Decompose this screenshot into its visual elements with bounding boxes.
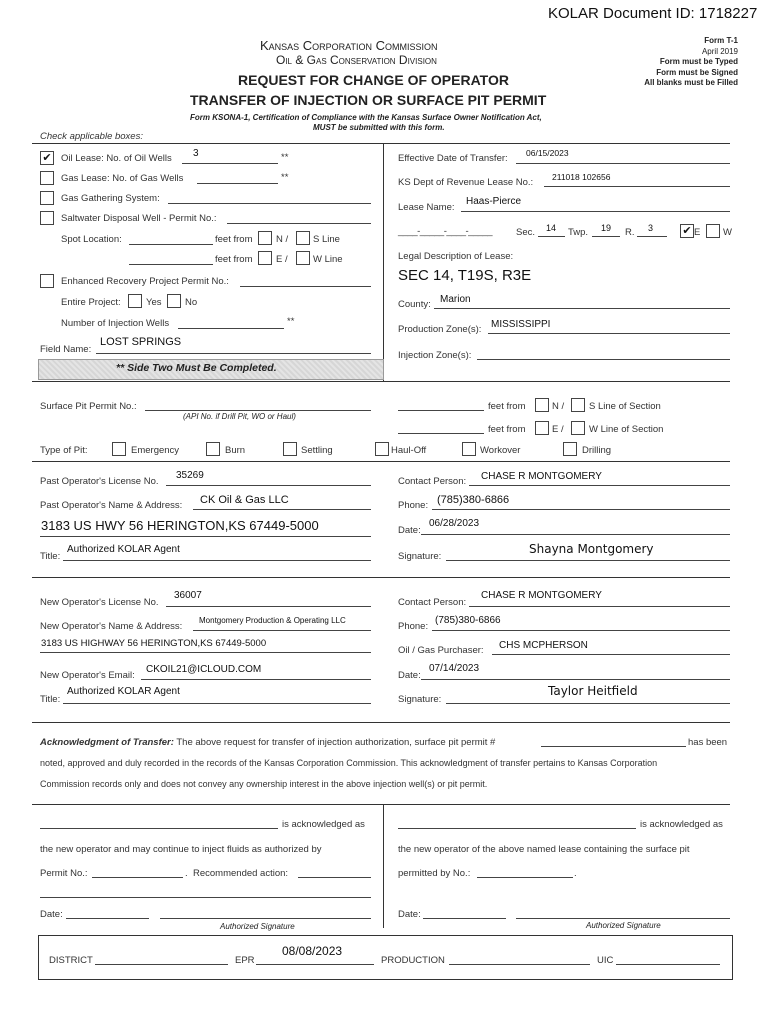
pit-type-burn-checkbox[interactable] [206,442,220,456]
effective-date-value[interactable]: 06/15/2023 [526,148,569,158]
pit-type-workover: Workover [480,445,521,456]
pit-feet-from-1: feet from [488,401,526,412]
left-new-operator-line: the new operator and may continue to inject fluids as authorized by [40,844,322,855]
form-subtitle-2: MUST be submitted with this form. [313,123,445,132]
lease-name-value[interactable]: Haas-Pierce [466,196,522,207]
new-email-label: New Operator's Email: [40,670,135,681]
stars: ** [281,152,289,163]
pit-feet-from-2: feet from [488,424,526,435]
production-zone-value[interactable]: MISSISSIPPI [491,319,551,330]
pit-type-emergency: Emergency [131,445,180,456]
pit-type-drilling: Drilling [582,445,612,456]
new-phone-label: Phone: [398,621,429,632]
pit-type-settling: Settling [301,445,333,456]
no-checkbox[interactable] [167,294,181,308]
spot-location-label: Spot Location: [61,234,122,245]
east-label: E [694,227,701,238]
swd-label: Saltwater Disposal Well - Permit No.: [61,213,217,224]
form-note-filled: All blanks must be Filled [644,78,738,87]
pit-w-label: W Line of Section [589,424,664,435]
api-note: (API No. if Drill Pit, WO or Haul) [183,412,296,421]
w-line-label: W Line [313,254,343,265]
county-label: County: [398,299,431,310]
recommended-action-label: Recommended action: [193,868,289,879]
left-auth-signature: Authorized Signature [220,922,295,931]
new-contact-label: Contact Person: [398,597,467,608]
past-date-label: Date: [398,525,421,536]
effective-date-label: Effective Date of Transfer: [398,153,508,164]
n-label: N / [276,234,289,245]
new-signature-value[interactable]: Taylor Heitfield [548,684,638,698]
past-license-label: Past Operator's License No. [40,476,159,487]
location-dashes: ____-_____-____-_____ [398,226,493,237]
pit-w-checkbox[interactable] [571,421,585,435]
new-email-value[interactable]: CKOIL21@ICLOUD.COM [146,664,262,675]
past-license-value[interactable]: 35269 [176,470,204,481]
new-date-label: Date: [398,670,421,681]
new-title-label: Title: [40,694,61,705]
new-title-value[interactable]: Authorized KOLAR Agent [67,686,180,697]
past-contact-value[interactable]: CHASE R MONTGOMERY [481,471,602,482]
pit-e-checkbox[interactable] [535,421,549,435]
yes-label: Yes [146,297,162,308]
permitted-by-label: permitted by No.: [398,868,471,879]
past-phone-label: Phone: [398,500,429,511]
injection-wells-label: Number of Injection Wells [61,318,170,329]
pit-n-checkbox[interactable] [535,398,549,412]
divider [32,577,730,578]
sec-value[interactable]: 14 [546,223,557,233]
right-date-label: Date: [398,909,421,920]
ack-line2: noted, approved and duly recorded in the records of the Kansas Corporation Commission. This acknowledgment of transfer pertains to Kansas Corporation [40,758,658,768]
past-title-label: Title: [40,551,61,562]
ack-line1-end: has been [688,737,728,748]
form-title-1: REQUEST FOR CHANGE OF OPERATOR [238,72,509,88]
west-label: W [723,227,732,238]
new-address-value[interactable]: 3183 US HIGHWAY 56 HERINGTON,KS 67449-5000 [41,638,267,649]
new-license-label: New Operator's License No. [40,597,159,608]
no-label: No [185,297,198,308]
injection-zone-label: Injection Zone(s): [398,350,472,361]
past-signature-label: Signature: [398,551,442,562]
form-note-typed: Form must be Typed [659,57,738,66]
gas-lease-checkbox[interactable] [40,171,54,185]
eor-label: Enhanced Recovery Project Permit No.: [61,276,229,287]
divider [32,143,730,144]
uic-label: UIC [597,955,614,966]
sec-label: Sec. [516,227,536,238]
form-note-signed: Form must be Signed [656,67,738,77]
district-label: DISTRICT [49,955,93,966]
new-purchaser-value[interactable]: CHS MCPHERSON [499,640,588,651]
pit-type-workover-checkbox[interactable] [462,442,476,456]
new-signature-label: Signature: [398,694,442,705]
feet-from-label: feet from [215,254,253,265]
ack-heading: Acknowledgment of Transfer: [40,737,174,748]
pit-type-drilling-checkbox[interactable] [563,442,577,456]
new-name-label: New Operator's Name & Address: [40,621,183,632]
pit-type-label: Type of Pit: [40,445,88,456]
divider [32,722,730,723]
production-label: PRODUCTION [381,955,445,966]
agency-name: Kansas Corporation Commission [260,38,438,53]
oil-lease-checkbox[interactable]: ✔ [40,151,54,165]
divider [32,381,730,382]
new-license-value[interactable]: 36007 [174,590,202,601]
divider [32,804,730,805]
past-contact-label: Contact Person: [398,476,467,487]
county-value[interactable]: Marion [440,294,471,305]
west-checkbox[interactable] [706,224,720,238]
gas-gathering-label: Gas Gathering System: [61,193,160,204]
s-checkbox[interactable] [296,231,310,245]
right-new-operator-line: the new operator of the above named lease containing the surface pit [398,844,690,855]
east-checkbox[interactable]: ✔ [680,224,694,238]
ks-lease-label: KS Dept of Revenue Lease No.: [398,177,534,188]
past-address-value[interactable]: 3183 US HWY 56 HERINGTON,KS 67449-5000 [41,518,319,533]
right-is-acknowledged: is acknowledged as [640,819,723,830]
e-label: E / [276,254,288,265]
pit-type-settling-checkbox[interactable] [283,442,297,456]
permit-no-label: Permit No.: [40,868,88,879]
past-name-label: Past Operator's Name & Address: [40,500,183,511]
twp-value[interactable]: 19 [601,223,612,233]
new-contact-value[interactable]: CHASE R MONTGOMERY [481,590,602,601]
past-name-value[interactable]: CK Oil & Gas LLC [200,494,289,506]
left-date-label: Date: [40,909,63,920]
s-line-label: S Line [313,234,340,245]
lease-name-label: Lease Name: [398,202,455,213]
pit-type-burn: Burn [225,445,246,456]
form-number: Form T-1 [704,36,738,45]
ack-line1: The above request for transfer of injection authorization, surface pit permit # [176,737,496,748]
divider [383,143,384,381]
w-checkbox[interactable] [296,251,310,265]
new-phone-value[interactable]: (785)380-6866 [435,615,501,626]
pit-type-hauloff: Haul-Off [391,445,427,456]
stars: ** [281,172,289,183]
oil-wells-value[interactable]: 3 [193,148,199,159]
pit-type-emergency-checkbox[interactable] [112,442,126,456]
ks-lease-value[interactable]: 211018 102656 [552,172,611,182]
left-is-acknowledged: is acknowledged as [282,819,365,830]
surface-pit-label: Surface Pit Permit No.: [40,401,137,412]
stars: ** [287,316,295,327]
gas-gathering-checkbox[interactable] [40,191,54,205]
ack-line3: Commission records only and does not convey any ownership interest in the above injection well(s) or pit permit. [40,779,488,789]
pit-n-label: N / [552,401,565,412]
new-date-value[interactable]: 07/14/2023 [429,663,480,674]
n-checkbox[interactable] [258,231,272,245]
feet-from-label: feet from [215,234,253,245]
new-purchaser-label: Oil / Gas Purchaser: [398,645,484,656]
divider [32,461,730,462]
division-name: Oil & Gas Conservation Division [276,53,437,67]
past-date-value[interactable]: 06/28/2023 [429,518,480,529]
oil-lease-label: Oil Lease: No. of Oil Wells [61,153,172,164]
pit-s-label: S Line of Section [589,401,661,412]
form-subtitle-1: Form KSONA-1, Certification of Compliance with the Kansas Surface Owner Notification Act, [190,113,542,122]
legal-description-label: Legal Description of Lease: [398,251,514,262]
epr-label: EPR [235,955,255,966]
pit-type-hauloff-checkbox[interactable] [375,442,389,456]
epr-date-value[interactable]: 08/08/2023 [282,944,343,958]
entire-project-label: Entire Project: [61,297,121,308]
period: . [185,868,188,879]
eor-checkbox[interactable] [40,274,54,288]
gas-lease-label: Gas Lease: No. of Gas Wells [61,173,184,184]
past-phone-value[interactable]: (785)380-6866 [437,494,510,506]
production-zone-label: Production Zone(s): [398,324,482,335]
divider [383,804,384,928]
pit-e-label: E / [552,424,564,435]
right-auth-signature: Authorized Signature [586,921,661,930]
past-signature-value[interactable]: Shayna Montgomery [529,542,654,556]
range-label: R. [625,227,635,238]
new-name-value[interactable]: Montgomery Production & Operating LLC [199,616,346,625]
yes-checkbox[interactable] [128,294,142,308]
form-date: April 2019 [701,46,738,56]
twp-label: Twp. [568,227,589,238]
period: . [574,868,577,879]
check-boxes-label: Check applicable boxes: [40,131,143,142]
past-title-value[interactable]: Authorized KOLAR Agent [67,544,180,555]
side-two-text: ** Side Two Must Be Completed. [116,362,277,374]
form-title-2: TRANSFER OF INJECTION OR SURFACE PIT PERMIT [190,92,547,108]
field-name-value[interactable]: LOST SPRINGS [100,336,182,348]
e-checkbox[interactable] [258,251,272,265]
document-id: KOLAR Document ID: 1718227 [548,5,758,22]
range-value[interactable]: 3 [648,223,654,233]
legal-description-value[interactable]: SEC 14, T19S, R3E [398,267,532,284]
swd-checkbox[interactable] [40,211,54,225]
pit-s-checkbox[interactable] [571,398,585,412]
field-name-label: Field Name: [40,344,92,355]
